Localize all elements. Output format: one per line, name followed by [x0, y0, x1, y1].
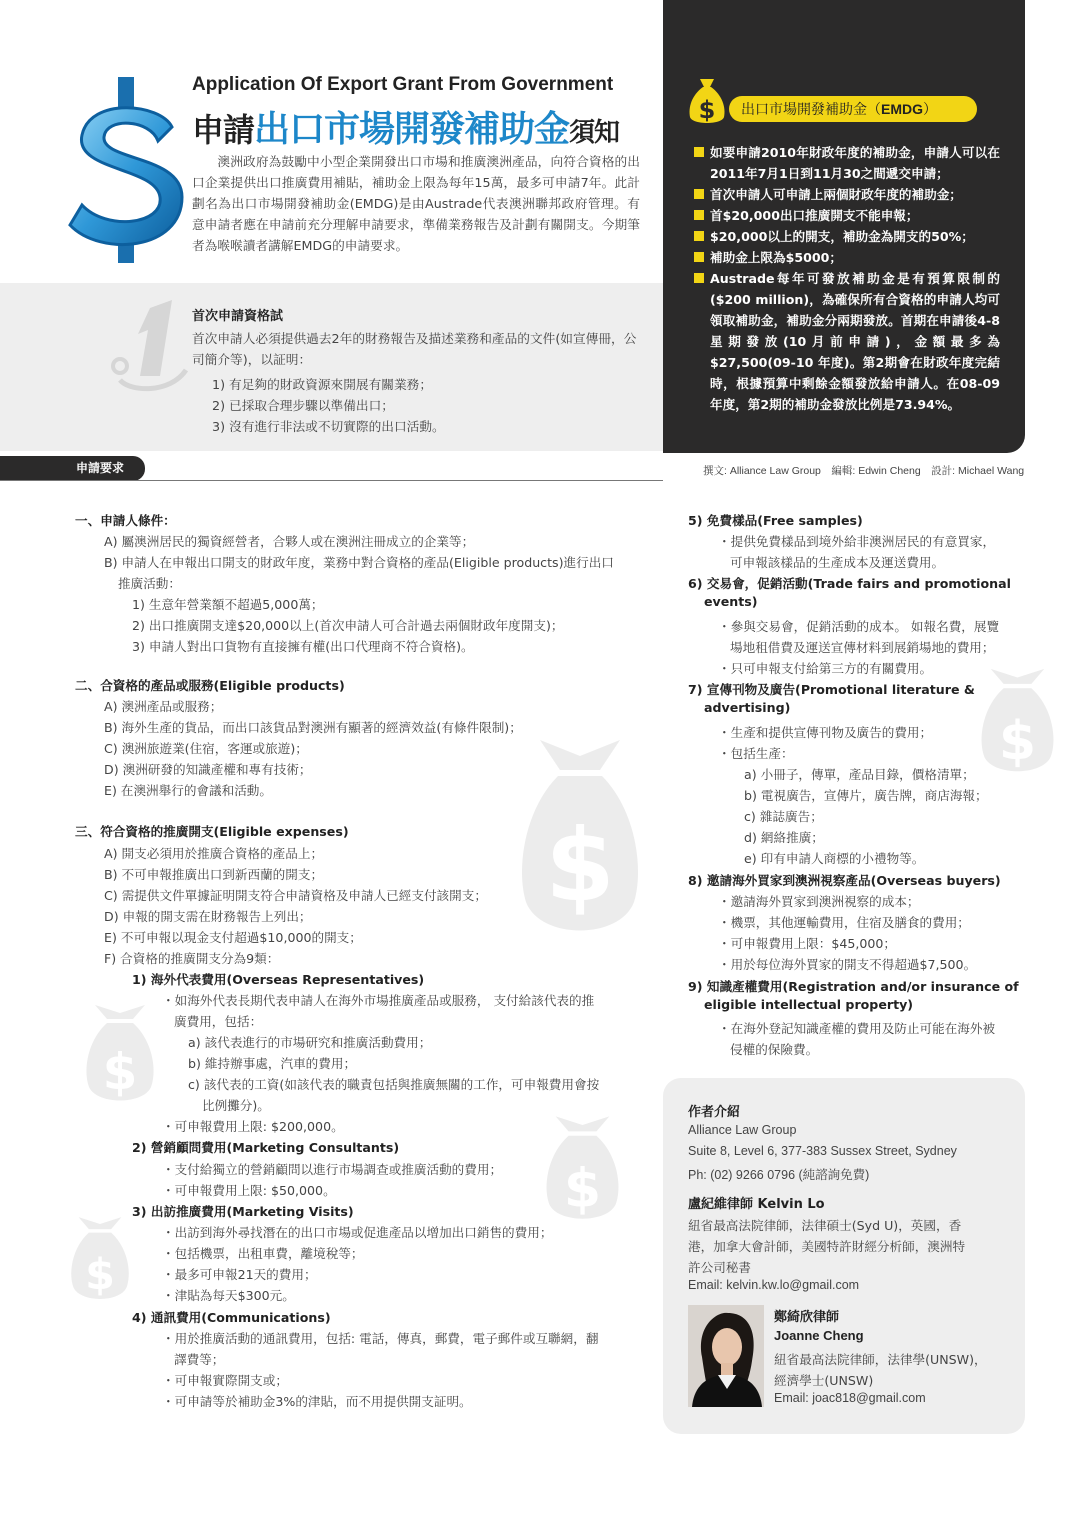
svg-text:$: $ — [563, 1156, 602, 1220]
first-application-title: 首次申請資格試 — [192, 309, 284, 324]
text-line: b) 維持辦事處，汽車的費用； — [188, 1056, 357, 1071]
text-line: ・包括機票，出租車費，離境稅等； — [162, 1246, 364, 1261]
text-line: ・可申報費用上限：$45,000； — [718, 936, 897, 951]
title-chinese — [192, 101, 619, 152]
section-heading: 一、申請人條件： — [75, 513, 176, 528]
text-line: ・可申報實際開支或； — [162, 1373, 288, 1388]
lawyer2-name-zh: 鄭綺欣律師 — [774, 1310, 840, 1325]
lawyer1-email[interactable]: Email: kelvin.kw.lo@gmail.com — [688, 1278, 860, 1292]
text-line: B) 海外生產的貨品，而出口該貨品對澳洲有顯著的經濟效益(有條件限制)； — [104, 720, 522, 735]
author-firm: Alliance Law Group — [688, 1123, 797, 1137]
lawyer1-desc: 紐省最高法院律師，法律碩士(Syd U)，英國，香 — [688, 1218, 962, 1233]
text-line: B) 不可申報推廣出口到新西蘭的開支； — [104, 867, 324, 882]
dollar-sign-icon — [60, 75, 190, 265]
text-line: ・用於每位海外買家的開支不得超過$7,500。 — [718, 957, 977, 972]
text-line: ・參與交易會，促銷活動的成本。 如報名費，展覽 — [718, 619, 1000, 634]
money-bag-watermark-icon — [70, 1215, 130, 1305]
title-suffix: 須知 — [569, 118, 620, 148]
lawyer1-name: 盧紀維律師 Kelvin Lo — [688, 1197, 825, 1212]
text-line: 2) 出口推廣開支達$20,000以上(首次申請人可合計過去兩個財政年度開支)； — [132, 618, 564, 633]
text-line: ・如海外代表長期代表申請人在海外市場推廣產品或服務， 支付給該代表的推 — [162, 993, 595, 1008]
emdg-list — [694, 142, 1000, 415]
text-line: E) 在澳洲舉行的會議和活動。 — [104, 783, 272, 798]
author-heading: 作者介紹 — [688, 1105, 741, 1120]
text-line: 侵權的保險費。 — [730, 1042, 819, 1057]
text-line: A) 開支必須用於推廣合資格的產品上； — [104, 846, 324, 861]
lawyer2-desc: 經濟學士(UNSW) — [774, 1373, 874, 1388]
text-line: ・津貼為每天$300元。 — [162, 1288, 295, 1303]
text-line: 1) 生意年營業額不超過5,000萬； — [132, 597, 324, 612]
text-line: F) 合資格的推廣開支分為9類： — [104, 951, 280, 966]
subheading: 4) 通訊費用(Communications) — [132, 1310, 331, 1325]
text-line: 3) 申請人對出口貨物有直接擁有權(出口代理商不符合資格)。 — [132, 639, 474, 654]
number-one-icon — [110, 296, 190, 396]
text-line: c) 雜誌廣告； — [744, 809, 823, 824]
subheading: 9) 知識產權費用(Registration and/or insurance of — [688, 979, 1019, 994]
requirements-tab: 申請要求 — [0, 456, 145, 481]
text-line: ・機票，其他運輸費用，住宿及膳食的費用； — [718, 915, 970, 930]
first-application-item: 3) 沒有進行非法或不切實際的出口活動。 — [212, 419, 445, 434]
text-line: ・邀請海外買家到澳洲視察的成本； — [718, 894, 920, 909]
subheading: 8) 邀請海外買家到澳洲視察產品(Overseas buyers) — [688, 873, 1001, 888]
divider — [0, 480, 663, 481]
svg-text:$: $ — [85, 1250, 115, 1301]
text-line: ・在海外登記知識產權的費用及防止可能在海外被 — [718, 1021, 996, 1036]
title-english: Application Of Export Grant From Government — [192, 74, 614, 95]
text-line: c) 該代表的工資(如該代表的職責包括與推廣無關的工作，可申報費用會按 — [188, 1077, 600, 1092]
text-line: ・出訪到海外尋找潛在的出口市場或促進產品以增加出口銷售的費用； — [162, 1225, 553, 1240]
emdg-label-en: EMDG — [881, 101, 923, 117]
text-line: ・最多可申報21天的費用； — [162, 1267, 317, 1282]
portrait-image — [688, 1305, 764, 1407]
credits: 撰文: Alliance Law Group 編輯: Edwin Cheng 設計: Michael Wang — [703, 465, 1025, 477]
text-line: 譯費等； — [174, 1352, 225, 1367]
text-line: a) 該代表進行的市場研究和推廣活動費用； — [188, 1035, 432, 1050]
text-line: ・提供免費樣品到境外給非澳洲居民的有意買家， — [718, 534, 996, 549]
text-line: C) 需提供文件單據証明開支符合申請資格及申請人已經支付該開支； — [104, 888, 487, 903]
author-phone: Ph: (02) 9266 0796 (純諮詢免費) — [688, 1168, 870, 1182]
emdg-list-item: $20,000以上的開支，補助金為開支的50%； — [694, 226, 1000, 247]
money-bag-watermark-icon — [85, 1005, 155, 1105]
first-application-item: 2) 已採取合理步驟以準備出口； — [212, 398, 394, 413]
emdg-list-item: 如要申請2010年財政年度的補助金，申請人可以在2011年7月1日到11月30之間遞交申請； — [694, 142, 1000, 184]
lawyer2-email[interactable]: Email: joac818@gmail.com — [774, 1391, 926, 1405]
text-line: 推廣活動： — [118, 576, 181, 591]
subheading: 6) 交易會，促銷活動(Trade fairs and promotional — [688, 576, 1011, 591]
emdg-list-item: 首次申請人可申請上兩個財政年度的補助金； — [694, 184, 1000, 205]
text-line: 場地租借費及運送宣傳材料到展銷場地的費用； — [730, 640, 995, 655]
text-line: 廣費用，包括： — [174, 1014, 263, 1029]
subheading: 1) 海外代表費用(Overseas Representatives) — [132, 972, 425, 987]
first-application-item: 1) 有足夠的財政資源來開展有關業務； — [212, 377, 433, 392]
subheading: advertising) — [704, 700, 791, 715]
emdg-list-item: Austrade每年可發放補助金是有預算限制的($200 million)，為確保所有合資格的申請人均可領取補助金，補助金分兩期發放。首期在申請後4-8星期發放(10月前申請)，金額最多為$27,500(09-10 年度)。第2期會在財政年度完結時，根據預算中剩餘金額發放給申請人。在08-09年度，第2期的補助金發放比例是73.94%。 — [694, 268, 1000, 415]
author-address: Suite 8, Level 6, 377-383 Sussex Street, Sydney — [688, 1144, 957, 1158]
text-line: a) 小冊子，傳單，產品目錄，價格清單； — [744, 767, 975, 782]
first-application-desc: 首次申請人必須提供過去2年的財務報告及描述業務和產品的文件(如宣傳冊，公司簡介等)，以証明： — [192, 331, 637, 367]
title-prefix: 申請 — [192, 111, 255, 149]
intro-paragraph: 澳洲政府為鼓勵中小型企業開發出口市場和推廣澳洲產品，向符合資格的出口企業提供出口推廣費用補貼，補助金上限為每年15萬，最多可申請7年。此計劃名為出口市場開發補助金(EMDG)是由Austrade代表澳洲聯邦政府管理。有意申請者應在申請前充分理解申請要求，準備業務報告及計劃有關開支。今期筆者為喉喉讀者講解EMDG的申請要求。 — [192, 154, 640, 253]
text-line: 比例攤分)。 — [202, 1098, 270, 1113]
subheading: 2) 營銷顧問費用(Marketing Consultants) — [132, 1140, 400, 1155]
lawyer1-desc: 許公司秘書 — [688, 1260, 751, 1275]
emdg-list-item: 首$20,000出口推廣開支不能申報； — [694, 205, 1000, 226]
text-line: e) 印有申請人商標的小禮物等。 — [744, 851, 925, 866]
text-line: E) 不可申報以現金支付超過$10,000的開支； — [104, 930, 362, 945]
text-line: B) 申請人在申報出口開支的財政年度，業務中對合資格的產品(Eligible products)進行出口 — [104, 555, 614, 570]
text-line: ・可申報費用上限: $50,000。 — [162, 1183, 336, 1198]
subheading: 3) 出訪推廣費用(Marketing Visits) — [132, 1204, 354, 1219]
subheading: 5) 免費樣品(Free samples) — [688, 513, 863, 528]
subheading: 7) 宣傳刊物及廣告(Promotional literature & — [688, 682, 975, 697]
emdg-list-item: 補助金上限為$5000； — [694, 247, 1000, 268]
text-line: A) 澳洲產品或服務； — [104, 699, 223, 714]
money-bag-watermark-icon — [520, 740, 640, 940]
text-line: ・生產和提供宣傳刊物及廣告的費用； — [718, 725, 933, 740]
text-line: ・可申報費用上限: $200,000。 — [162, 1119, 344, 1134]
text-line: A) 屬澳洲居民的獨資經營者，合夥人或在澳洲注冊成立的企業等； — [104, 534, 475, 549]
svg-text:$: $ — [545, 807, 615, 924]
text-line: ・包括生產： — [718, 746, 794, 761]
text-line: ・只可申報支付給第三方的有關費用。 — [718, 661, 933, 676]
lawyer2-desc: 紐省最高法院律師，法律學(UNSW)， — [774, 1352, 987, 1367]
text-line: ・支付給獨立的營銷顧問以進行市場調查或推廣活動的費用； — [162, 1162, 503, 1177]
lawyer2-name-en: Joanne Cheng — [774, 1328, 864, 1343]
svg-text:$: $ — [102, 1043, 138, 1101]
section-heading: 三、符合資格的推廣開支(Eligible expenses) — [75, 824, 349, 839]
title-highlight: 出口市場開發補助金 — [254, 109, 570, 150]
text-line: D) 澳洲研發的知識產權和專有技術； — [104, 762, 312, 777]
subheading: eligible intellectual property) — [704, 997, 914, 1012]
emdg-label-end: ） — [923, 102, 937, 118]
money-bag-watermark-icon — [545, 1115, 620, 1225]
text-line: D) 申報的開支需在財務報告上列出； — [104, 909, 312, 924]
emdg-label-zh: 出口市場開發補助金（ — [741, 102, 881, 118]
emdg-label — [729, 96, 977, 122]
money-bag-watermark-icon — [980, 665, 1055, 780]
lawyer1-desc: 港，加拿大會計師，美國特許財經分析師，澳洲特 — [688, 1239, 966, 1254]
money-bag-icon — [688, 75, 726, 127]
section-heading: 二、合資格的產品或服務(Eligible products) — [75, 678, 345, 693]
lawyer2-photo — [688, 1305, 764, 1407]
subheading: events) — [704, 594, 758, 609]
text-line: C) 澳洲旅遊業(住宿，客運或旅遊)； — [104, 741, 308, 756]
text-line: d) 網絡推廣； — [744, 830, 824, 845]
text-line: ・可申請等於補助金3%的津貼，而不用提供開支証明。 — [162, 1394, 472, 1409]
svg-text:$: $ — [698, 96, 716, 124]
text-line: ・用於推廣活動的通訊費用，包括: 電話，傳真，郵費，電子郵件或互聯網，翻 — [162, 1331, 599, 1346]
text-line: b) 電視廣告，宣傳片，廣告牌，商店海報； — [744, 788, 988, 803]
svg-text:$: $ — [998, 708, 1037, 772]
text-line: 可申報該樣品的生產成本及運送費用。 — [730, 555, 945, 570]
